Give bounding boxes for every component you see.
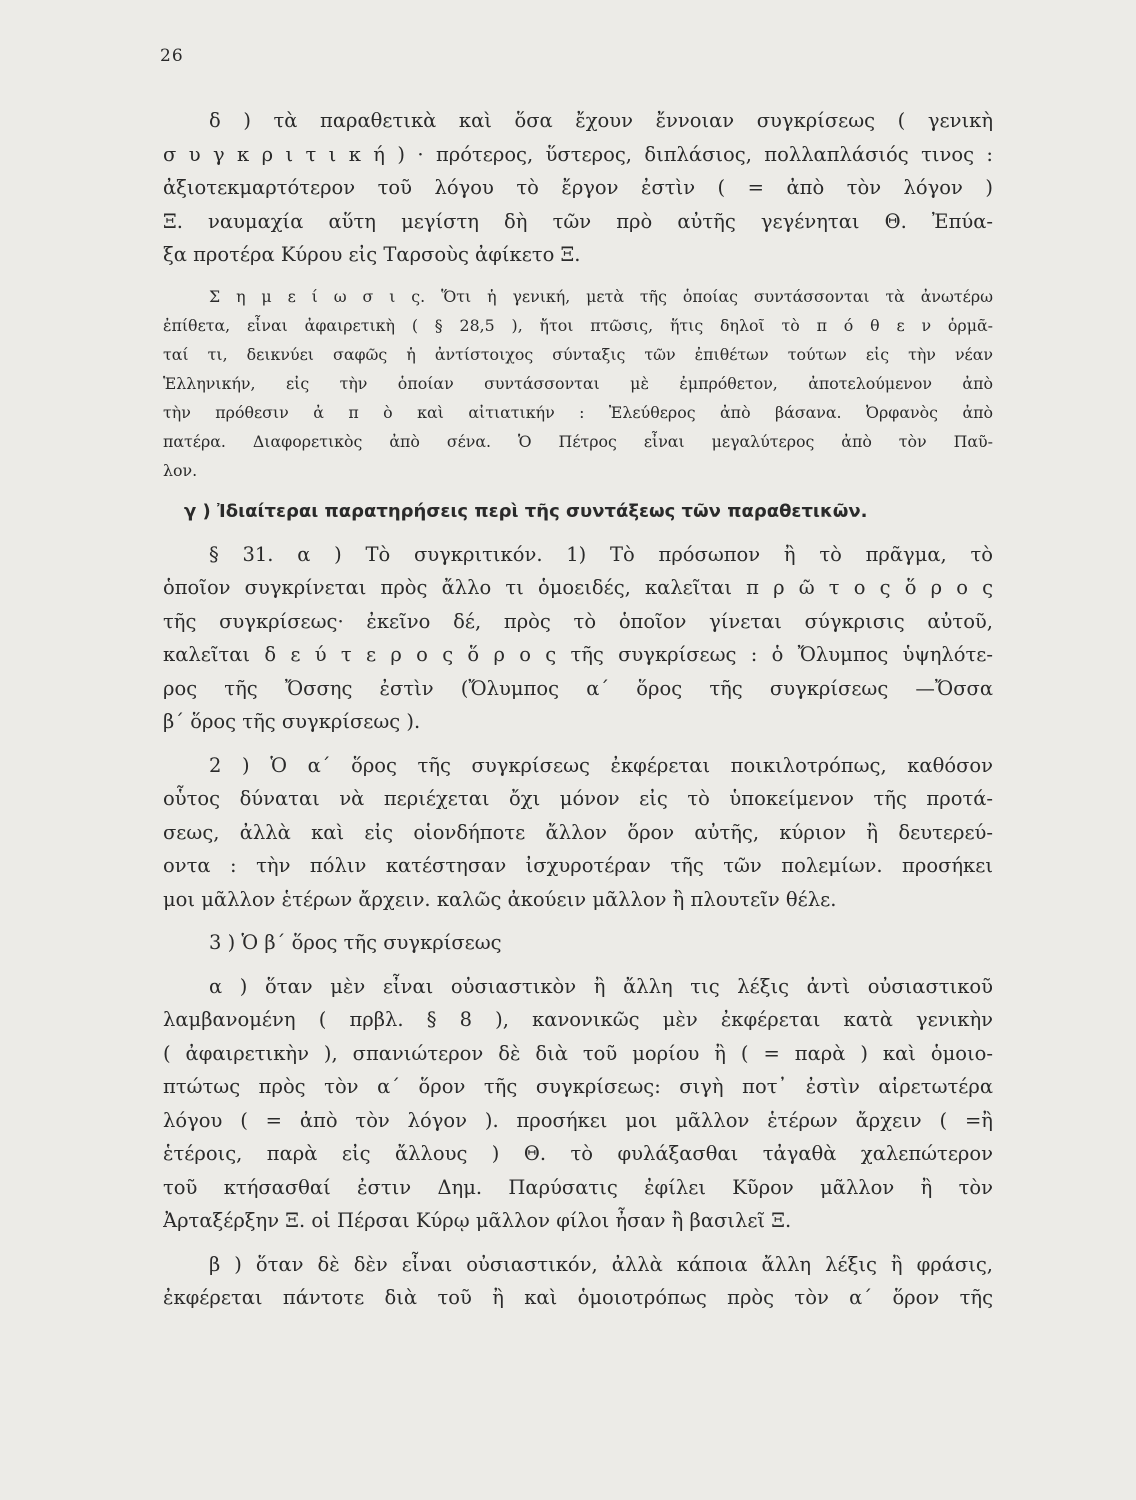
- note-line: ἐπίθετα, εἶναι ἀφαιρετικὴ ( § 28,5 ), ἤτοι πτῶσις, ἥτις δηλοῖ τὸ π ό θ ε ν ὁρμᾶ-: [163, 315, 993, 335]
- text-line: τῆς συγκρίσεως· ἐκεῖνο δέ, πρὸς τὸ ὁποῖον γίνεται σύγκρισις αὐτοῦ,: [163, 609, 993, 633]
- page-number: 26: [160, 46, 184, 66]
- text-line: σ υ γ κ ρ ι τ ι κ ή ) · πρότερος, ὕστερος, διπλάσιος, πολλαπλάσιός τινος :: [163, 142, 993, 166]
- text-line: ἀξιοτεκμαρτότερον τοῦ λόγου τὸ ἔργον ἐστὶν ( = ἀπὸ τὸν λόγον ): [163, 176, 993, 199]
- paragraph-delta: [163, 104, 993, 272]
- text-line: ἐκφέρεται πάντοτε διὰ τοῦ ἢ καὶ ὁμοιοτρόπως πρὸς τὸν α΄ ὅρον τῆς: [163, 1286, 993, 1309]
- note-line: πατέρα. Διαφορετικὸς ἀπὸ σένα. Ὁ Πέτρος εἶναι μεγαλύτερος ἀπὸ τὸν Παῦ-: [163, 431, 993, 451]
- note-line: ταί τι, δεικνύει σαφῶς ἡ ἀντίστοιχος σύνταξις τῶν ἐπιθέτων τούτων εἰς τὴν νέαν: [163, 344, 993, 364]
- text-line: δ ) τὰ παραθετικὰ καὶ ὅσα ἔχουν ἔννοιαν συγκρίσεως ( γενικὴ: [209, 109, 993, 132]
- text-line: μοι μᾶλλον ἑτέρων ἄρχειν. καλῶς ἀκούειν μᾶλλον ἢ πλουτεῖν θέλε.: [163, 887, 837, 911]
- text-line: α ) ὅταν μὲν εἶναι οὐσιαστικὸν ἢ ἄλλη τις λέξις ἀντὶ οὐσιαστικοῦ: [209, 974, 993, 998]
- point-3b: [163, 1248, 993, 1315]
- text-line: πτώτως πρὸς τὸν α΄ ὅρον τῆς συγκρίσεως: σιγὴ ποτ᾽ ἐστὶν αἱρετωτέρα: [163, 1075, 993, 1098]
- text-line: οὗτος δύναται νὰ περιέχεται ὄχι μόνον εἰς τὸ ὑποκείμενον τῆς προτά-: [163, 787, 993, 810]
- text-line: οντα : τὴν πόλιν κατέστησαν ἰσχυροτέραν τῆς τῶν πολεμίων. προσήκει: [163, 854, 993, 877]
- page-body: [163, 104, 993, 1315]
- point-3-title: 3 ) Ὁ β΄ ὅρος τῆς συγκρίσεως: [209, 931, 502, 954]
- note-line: τὴν πρόθεσιν ἀ π ὸ καὶ αἰτιατικήν : Ἐλεύθερος ἀπὸ βάσανα. Ὀρφανὸς ἀπὸ: [163, 402, 993, 422]
- text-line: β ) ὅταν δὲ δὲν εἶναι οὐσιαστικόν, ἀλλὰ κάποια ἄλλη λέξις ἢ φράσις,: [209, 1252, 993, 1276]
- section-heading: γ ) Ἰδιαίτεραι παρατηρήσεις περὶ τῆς συντάξεως τῶν παραθετικῶν.: [184, 500, 868, 522]
- point-2: [163, 749, 993, 917]
- text-line: σεως, ἀλλὰ καὶ εἰς οἱονδήποτε ἄλλον ὅρον αὐτῆς, κύριον ἢ δευτερεύ-: [163, 820, 993, 844]
- text-line: ὁποῖον συγκρίνεται πρὸς ἄλλο τι ὁμοειδές, καλεῖται π ρ ῶ τ ο ς ὅ ρ ο ς: [163, 576, 993, 599]
- text-line: λαμβανομένη ( πρβλ. § 8 ), κανονικῶς μὲν ἐκφέρεται κατὰ γενικὴν: [163, 1008, 993, 1031]
- text-line: λόγου ( = ἀπὸ τὸν λόγον ). προσήκει μοι μᾶλλον ἑτέρων ἄρχειν ( =ἢ: [163, 1108, 993, 1132]
- section-31: [163, 538, 993, 739]
- text-line: τοῦ κτήσασθαί ἐστιν Δημ. Παρύσατις ἐφίλει Κῦρον μᾶλλον ἢ τὸν: [163, 1175, 993, 1199]
- text-line: ξα προτέρα Κύρου εἰς Ταρσοὺς ἀφίκετο Ξ.: [163, 243, 581, 266]
- text-line: § 31. α ) Τὸ συγκριτικόν. 1) Τὸ πρόσωπον ἢ τὸ πρᾶγμα, τὸ: [209, 542, 993, 566]
- text-line: καλεῖται δ ε ύ τ ε ρ ο ς ὅ ρ ο ς τῆς συγκρίσεως : ὁ Ὄλυμπος ὑψηλότε-: [163, 643, 993, 666]
- note-line: λον.: [163, 460, 198, 480]
- text-line: Ξ. ναυμαχία αὕτη μεγίστη δὴ τῶν πρὸ αὐτῆς γεγένηται Θ. Ἐπύα-: [163, 209, 993, 233]
- text-line: ἑτέροις, παρὰ εἰς ἄλλους ) Θ. τὸ φυλάξασθαι τἀγαθὰ χαλεπώτερον: [163, 1142, 993, 1165]
- note-line: Ἑλληνικήν, εἰς τὴν ὁποίαν συντάσσονται μὲ ἐμπρόθετον, ἀποτελούμενον ἀπὸ: [163, 373, 993, 393]
- note-line: Σ η μ ε ί ω σ ι ς. Ὅτι ἡ γενική, μετὰ τῆς ὁποίας συντάσσονται τὰ ἀνωτέρω: [209, 286, 993, 306]
- point-3a: [163, 970, 993, 1238]
- text-line: Ἀρταξέρξην Ξ. οἱ Πέρσαι Κύρῳ μᾶλλον φίλοι ἦσαν ἢ βασιλεῖ Ξ.: [163, 1209, 792, 1232]
- note-paragraph: [163, 282, 993, 485]
- text-line: ρος τῆς Ὄσσης ἐστὶν (Ὄλυμπος α΄ ὅρος τῆς συγκρίσεως —Ὄσσα: [163, 676, 993, 700]
- text-line: ( ἀφαιρετικὴν ), σπανιώτερον δὲ διὰ τοῦ μορίου ἢ ( = παρὰ ) καὶ ὁμοιο-: [163, 1041, 993, 1065]
- text-line: 2 ) Ὁ α΄ ὅρος τῆς συγκρίσεως ἐκφέρεται ποικιλοτρόπως, καθόσον: [209, 753, 993, 777]
- text-line: β΄ ὅρος τῆς συγκρίσεως ).: [163, 710, 421, 733]
